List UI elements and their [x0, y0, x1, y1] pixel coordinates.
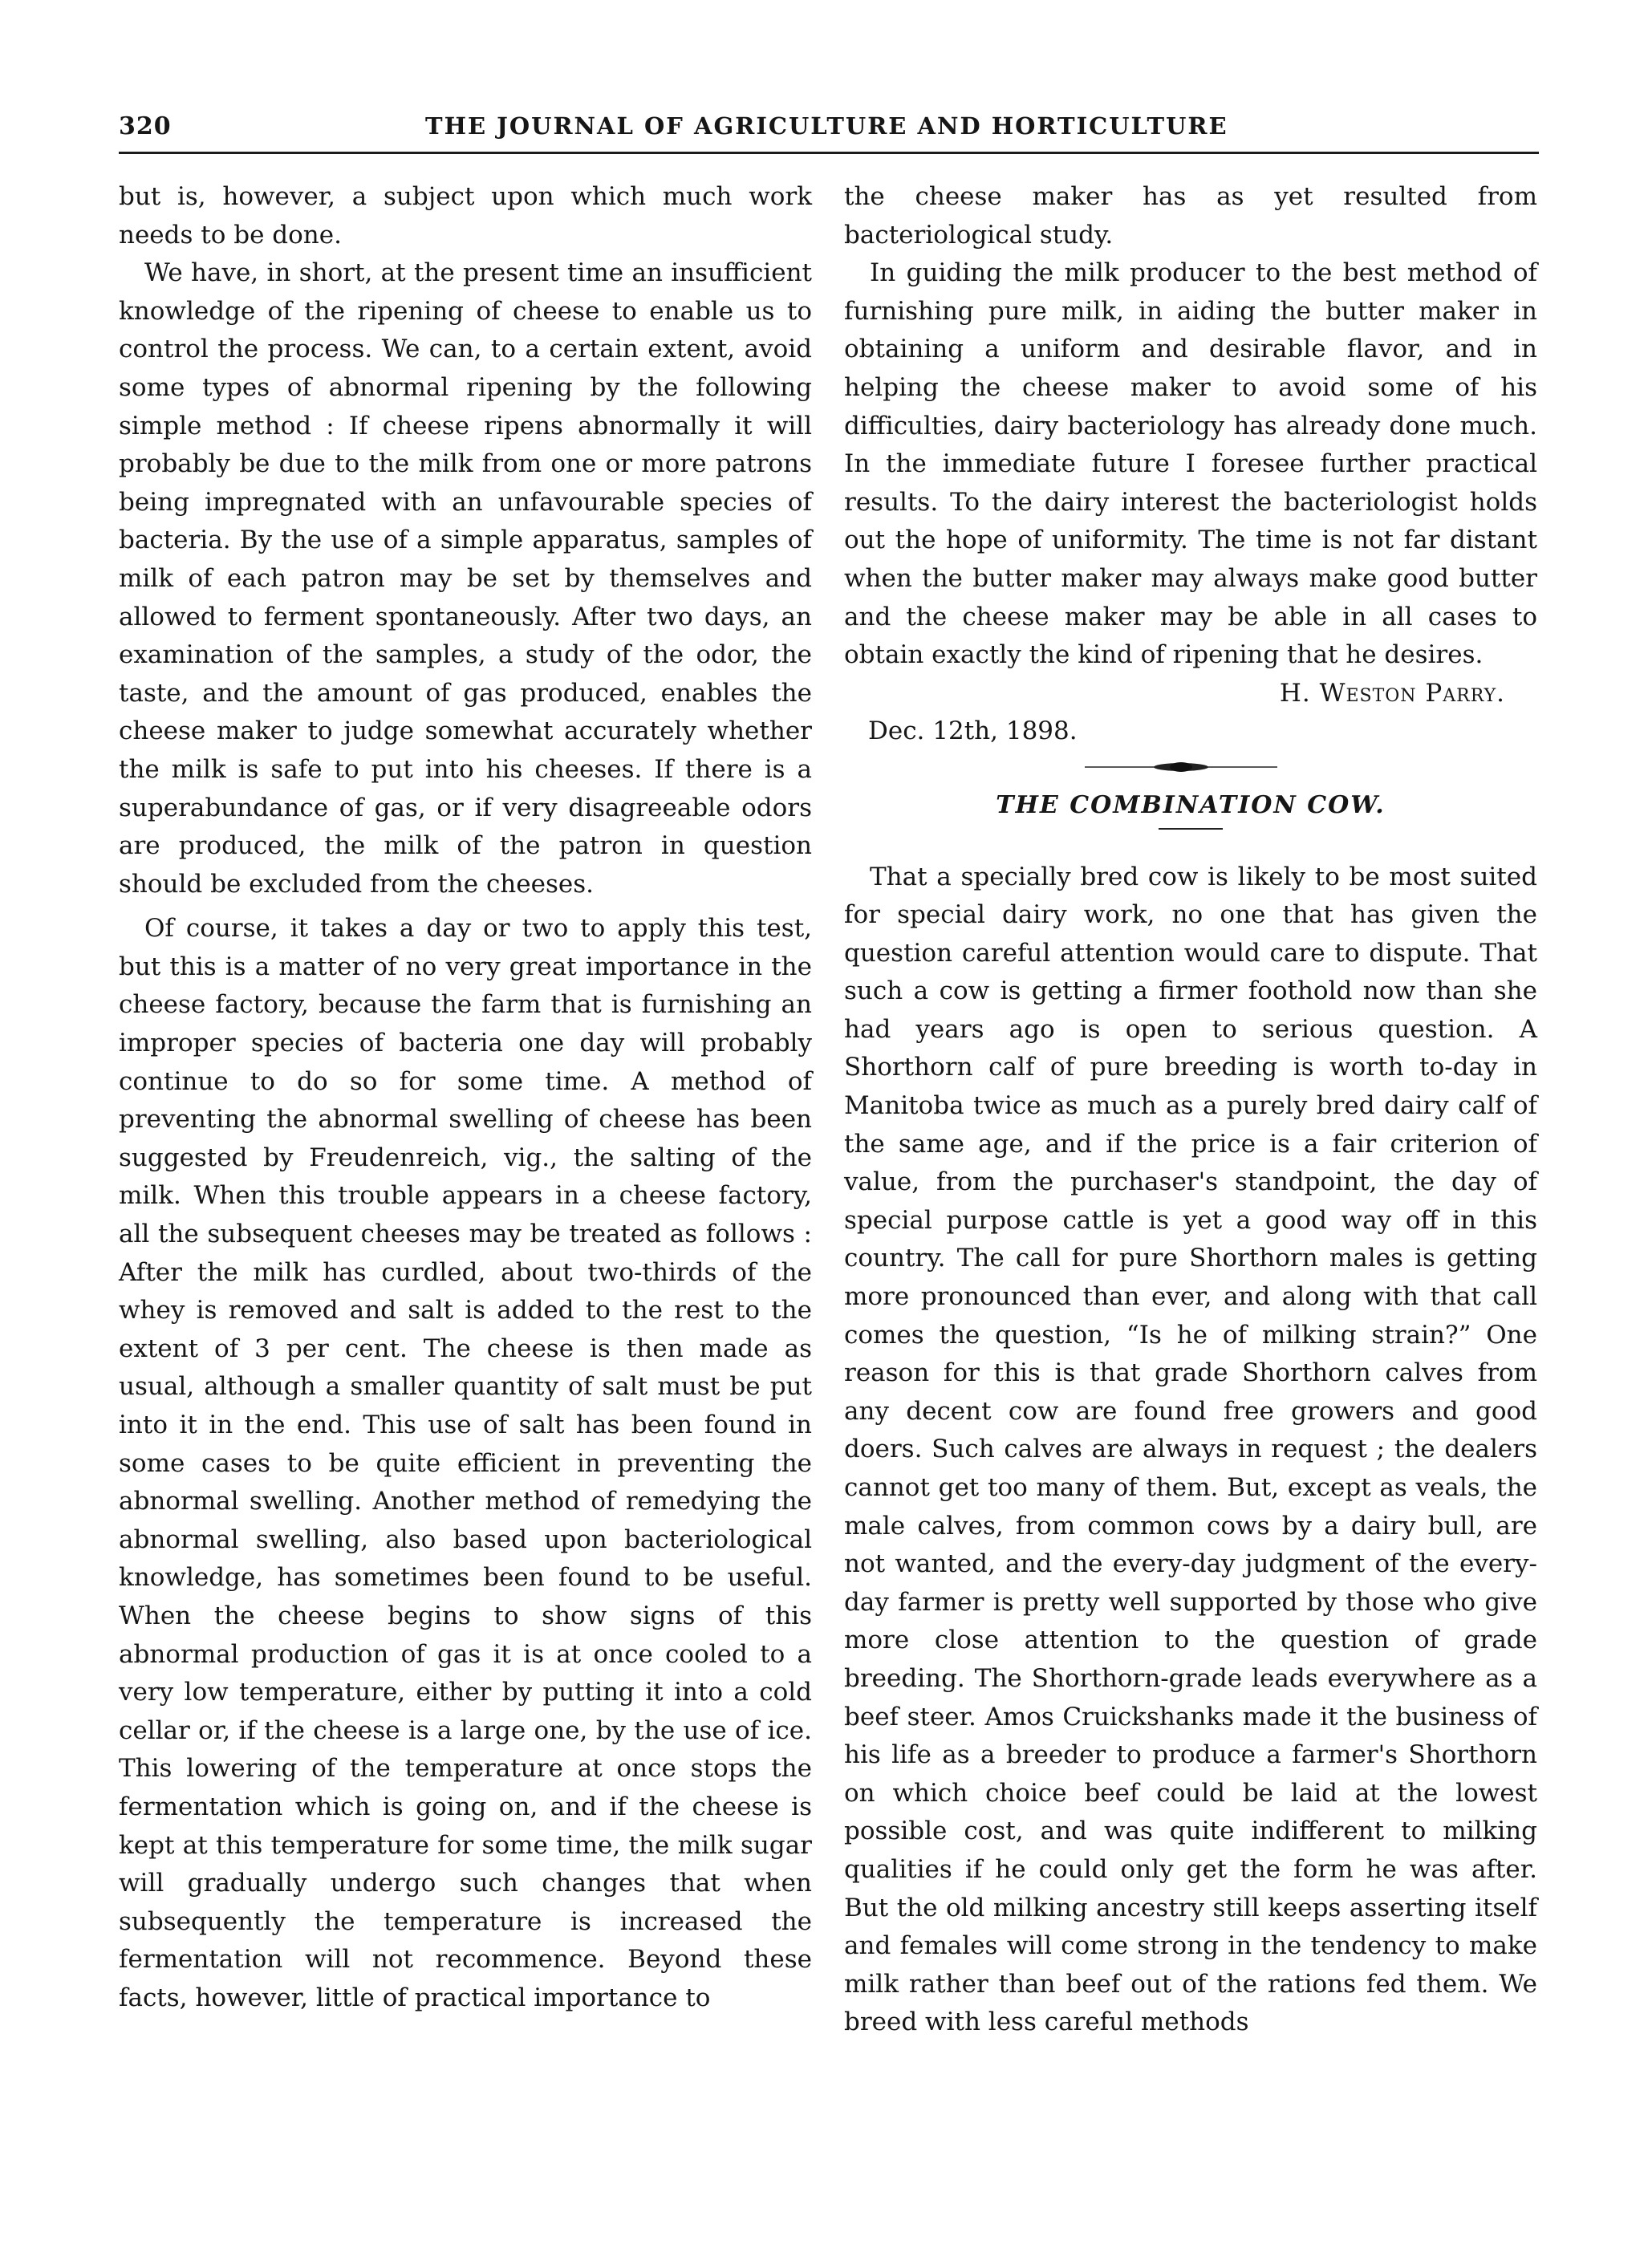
paragraph-continued: but is, however, a subject upon which much work needs to be done. [119, 182, 812, 250]
journal-title: THE JOURNAL OF AGRICULTURE AND HORTICULTURE [425, 112, 1228, 140]
paragraph-continued: the cheese maker has as yet resulted from bacteriological study. [844, 182, 1537, 250]
paragraph: That a specially bred cow is likely to be most suited for special dairy work, no one that has given the question careful attention would care to dispute. That such a cow is getting a firmer foothold now than she had years ago is open to serious question. A Shorthorn calf of pure breeding is worth to-day in Manitoba twice as much as a purely bred dairy calf of the same age, and if the price is a fair criterion of value, from the purchaser's standpoint, the day of special purpose cattle is yet a good way off in this country. The call for pure Shorthorn males is getting more pronounced than ever, and along with that call comes the question, “Is he of milking strain?” One reason for this is that grade Shorthorn calves from any decent cow are found free growers and good doers. Such calves are always in request ; the dealers cannot get too many of them. But, except as veals, the male calves, from common cows by a dairy bull, are not wanted, and the every-day judgment of the every-day farmer is pretty well supported by those who give more close attention to the question of grade breeding. The Shorthorn-grade leads everywhere as a beef steer. Amos Cruickshanks made it the business of his life as a breeder to produce a farmer's Shorthorn on which choice beef could be laid at the lowest possible cost, and was quite indifferent to milking qualities if he could only get the form he was after. But the old milking ancestry still keeps asserting itself and females will come strong in the tendency to make milk rather than beef out of the rations fed them. We breed with less careful methods [844, 862, 1537, 2037]
paragraph: Of course, it takes a day or two to apply this test, but this is a matter of no very great importance in the cheese factory, because the farm that is furnishing an improper species of bacteria one day will probably continue to do so for some time. A method of preventing the abnormal swelling of cheese has been suggested by Freudenreich, vig., the salting of the milk. When this trouble appears in a cheese factory, all the subsequent cheeses may be treated as follows : After the milk has curdled, about two-thirds of the whey is removed and salt is added to the rest to the extent of 3 per cent. The cheese is then made as usual, although a smaller quantity of salt must be put into it in the end. This use of salt has been found in some cases to be quite efficient in preventing the abnormal swelling. Another method of remedying the abnormal swelling, also based upon bacteriological knowledge, has sometimes been found to be useful. When the cheese begins to show signs of this abnormal production of gas it is at once cooled to a very low temperature, either by putting it into a cold cellar or, if the cheese is a large one, by the use of ice. This lowering of the temperature at once stops the fermentation which is going on, and if the cheese is kept at this temperature for some time, the milk sugar will gradually undergo such changes that when subsequently the temperature is increased the fermentation will not recommence. Beyond these facts, however, little of practical importance to [119, 914, 812, 2012]
section-title: THE COMBINATION COW. [996, 790, 1386, 819]
author-signature: H. Weston Parry. [1279, 678, 1505, 708]
paragraph: We have, in short, at the present time an insufficient knowledge of the ripening of cheese to enable us to control the process. We can, to a certain extent, avoid some types of abnormal ripening by the following simple method : If cheese ripens abnormally it will probably be due to the milk from one or more patrons being impregnated with an unfavourable species of bacteria. By the use of a simple apparatus, samples of milk of each patron may be set by themselves and allowed to ferment spontaneously. After two days, an examination of the samples, a study of the odor, the taste, and the amount of gas produced, enables the cheese maker to judge somewhat accurately whether the milk is safe to put into his cheeses. If there is a superabundance of gas, or if very disagreeable odors are produced, the milk of the patron in question should be excluded from the cheeses. [119, 258, 812, 899]
header-rule [119, 152, 1539, 154]
left-column [119, 178, 812, 2018]
paragraph-gap [119, 903, 812, 910]
title-rule [1159, 828, 1223, 830]
ornamental-divider [844, 751, 1537, 786]
dateline: Dec. 12th, 1898. [868, 716, 1078, 746]
ornament-rule-icon [1085, 762, 1277, 772]
paragraph: In guiding the milk producer to the best method of furnishing pure milk, in aiding the butter maker in obtaining a uniform and desirable flavor, and in helping the cheese maker to avoid some of his difficulties, dairy bacteriology has already done much. In the immediate future I foresee further practical results. To the dairy interest the bacteriologist holds out the hope of uniformity. The time is not far distant when the butter maker may always make good butter and the cheese maker may be able in all cases to obtain exactly the kind of ripening that he desires. [844, 258, 1537, 670]
running-header [119, 109, 1539, 149]
page-number: 320 [119, 112, 172, 140]
right-column [844, 178, 1537, 2042]
